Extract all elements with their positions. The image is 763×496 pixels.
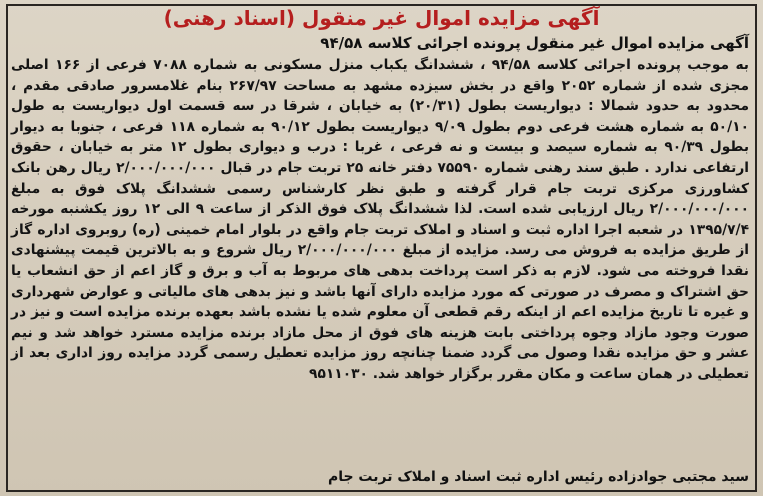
notice-signature: سید مجتبی جوادزاده رئیس اداره ثبت اسناد و املاک تربت جام [327,469,749,485]
notice-body: به موجب پرونده اجرائی کلاسه ۹۴/۵۸ ، ششدانگ یکباب منزل مسکونی به شماره ۷۰۸۸ فرعی از ۱۶۶ اصلی مجزی شده از شماره ۲۰۵۲ واقع در بخش سیزده مشهد به مساحت ۲۶۷/۹۷ بنام غلامسرور صادقی مقدم ، محدود به حدود شمالا : دیواریست بطول (۲۰/۳۱) به خیابان ، شرقا در سه قسمت اول دیواریست به طول ۵۰/۱۰ به شماره هشت فرعی دوم بطول ۹/۰۹ دیواریست بطول ۹۰/۱۲ به شماره ۱۱۸ فرعی ، جنوبا به دیوار بطول ۹۰/۳۹ به شماره سیصد و بیست و نه فرعی ، غربا : درب و دیواری بطول ۱۲ متر به خیابان ، حقوق ارتفاعی ندارد . طبق سند رهنی شماره ۷۵۵۹۰ دفتر خانه ۲۵ تربت جام در قبال ۲/۰۰۰/۰۰۰/۰۰۰ ریال رهن بانک کشاورزی مرکزی تربت جام قرار گرفته و طبق نظر کارشناس رسمی ششدانگ پلاک فوق به مبلغ ۲/۰۰۰/۰۰۰/۰۰۰ ریال ارزیابی شده است. لذا ششدانگ پلاک فوق الذکر از ساعت ۹ الی ۱۲ روز یکشنبه مورخه ۱۳۹۵/۷/۴ در شعبه اجرا اداره ثبت و اسناد و املاک تربت جام واقع در بلوار امام خمینی (ره) روبروی اداره گاز از طریق مزایده به فروش می رسد. مزایده از مبلغ ۲/۰۰۰/۰۰۰/۰۰۰ ریال شروع و به بالاترین قیمت پیشنهادی نقدا فروخته می شود. لازم به ذکر است پرداخت بدهی های مربوط به آب و برق و گاز اعم از حق انشعاب یا حق اشتراک و مصرف در صورتی که مورد مزایده دارای آنها باشد و نیز بدهی های مالیاتی و عوارض شهرداری و غیره تا تاریخ مزایده اعم از اینکه رقم قطعی آن معلوم شده یا نشده باشد بعهده برنده مزایده است و نیز در صورت وجود مازاد وجوه پرداختی بابت هزینه های فوق از محل مازاد برنده مزایده مسترد خواهد شد و نیم عشر و حق مزایده نقدا وصول می گردد ضمنا چنانچه روز مزایده تعطیل رسمی گردد مزایده روز اداری بعد از تعطیلی در همان ساعت و مکان مقرر برگزار خواهد شد. ۹۵۱۱۰۳۰ [11,57,749,382]
notice-title: آگهی مزایده اموال غیر منقول (اسناد رهنی) [163,6,600,30]
notice-subtitle: آگهی مزایده اموال غیر منقول پرونده اجرائی کلاسه ۹۴/۵۸ [320,34,749,52]
